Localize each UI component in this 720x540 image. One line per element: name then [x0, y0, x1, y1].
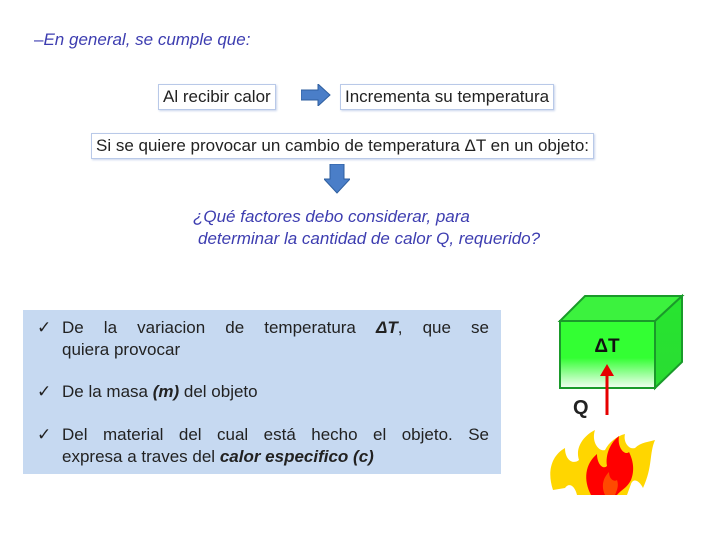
check-icon: ✓: [37, 382, 52, 401]
right-arrow-icon: [301, 84, 331, 106]
factor-1-delta-t: ΔT: [375, 318, 398, 337]
factor-2-pre: De la masa: [62, 382, 153, 401]
factor-1-line-2: quiera provocar: [62, 340, 181, 359]
factor-item-masa: [37, 381, 489, 403]
box-cambio-temperatura: Si se quiere provocar un cambio de temperatura ΔT en un objeto:: [91, 133, 594, 159]
check-icon: ✓: [37, 425, 52, 444]
factors-panel: [23, 310, 501, 474]
box-incrementa-temperatura: Incrementa su temperatura: [340, 84, 554, 110]
flame-icon: [550, 430, 655, 495]
intro-text: [34, 30, 250, 50]
intro-label: En general, se cumple que:: [43, 30, 251, 49]
question-line-2: determinar la cantidad de calor Q, requerido?: [198, 229, 541, 248]
down-arrow-icon: [324, 164, 350, 194]
factor-1-line-1: [62, 317, 489, 339]
intro-dash: –: [34, 30, 44, 49]
question-line-1: ¿Qué factores debo considerar, para: [193, 207, 470, 226]
factor-3-pre: expresa a traves del: [62, 447, 220, 466]
heat-q-label: Q: [573, 397, 589, 419]
check-icon: ✓: [37, 318, 52, 337]
box-al-recibir-calor: Al recibir calor: [158, 84, 276, 110]
factor-item-temperatura: [37, 317, 489, 361]
factor-3-calor-especifico: calor especifico (c): [219, 447, 374, 466]
guiding-question: [193, 206, 540, 250]
factor-1-post: , que se: [397, 318, 489, 337]
factor-2-post: del objeto: [179, 382, 258, 401]
factor-item-material: [37, 424, 489, 468]
factor-3-line-1: Del material del cual está hecho el objeto. Se: [62, 425, 489, 444]
heated-cube-illustration: [545, 290, 695, 505]
factor-1-pre: De la variacion de temperatura: [62, 318, 376, 337]
cube-delta-t-label: ΔT: [594, 336, 620, 357]
factor-3-line-2: [62, 447, 374, 466]
factor-2-mass: (m): [152, 382, 180, 401]
